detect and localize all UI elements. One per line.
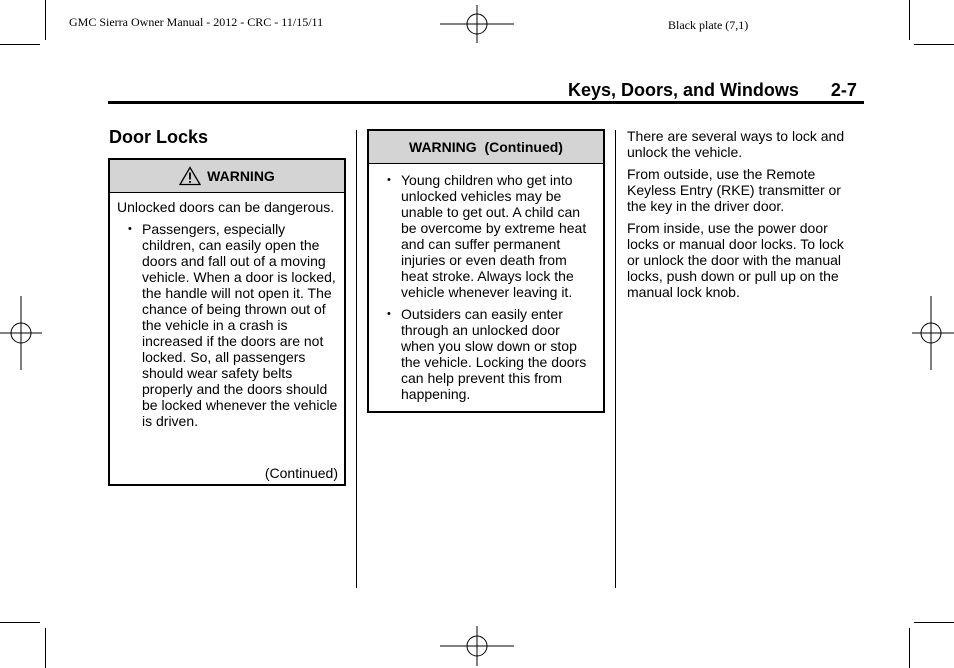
registration-mark-right — [910, 296, 954, 370]
bullet-text: Outsiders can easily enter through an unlocked door when you slow down or stop the vehicle. Locking the doors can help prevent this from happening. — [401, 306, 587, 402]
printer-slug-left: GMC Sierra Owner Manual - 2012 - CRC - 11/15/11 — [69, 15, 324, 29]
page-number: 2-7 — [830, 80, 857, 100]
registration-mark-top — [440, 5, 514, 43]
body-paragraph: From outside, use the Remote Keyless Entry (RKE) transmitter or the key in the driver door. — [627, 166, 841, 214]
body-text-column — [627, 128, 859, 300]
warning-continued-box — [367, 129, 605, 413]
bullet-text: Young children who get into unlocked vehicles may be unable to get out. A child can be overcome by extreme heat and can suffer permanent injuries or even death from heat stroke. Always lock the vehicle whenever leaving it. — [401, 172, 587, 300]
printer-slug-right: Black plate (7,1) — [668, 18, 749, 32]
warning-intro: Unlocked doors can be dangerous. — [117, 199, 335, 215]
column-divider-1 — [356, 130, 357, 588]
warning-bullet — [376, 172, 597, 300]
warning-continued-label: WARNING (Continued) — [409, 139, 563, 155]
warning-continued-body — [369, 164, 603, 402]
bullet-marker: • — [387, 174, 391, 186]
body-paragraph: There are several ways to lock and unlock the vehicle. — [627, 128, 845, 160]
warning-box — [108, 158, 346, 486]
header-rule — [108, 101, 864, 104]
body-paragraph: From inside, use the power door locks or manual door locks. To lock or unlock the door with the manual locks, push down or pull up on the manual lock knob. — [627, 220, 844, 300]
bullet-marker: • — [128, 223, 132, 235]
column-divider-2 — [615, 130, 616, 588]
bullet-marker: • — [387, 308, 391, 320]
page-title: Door Locks — [109, 127, 209, 147]
section-title: Keys, Doors, and Windows — [568, 80, 799, 100]
warning-continued-header — [369, 131, 603, 164]
warning-triangle-icon — [179, 166, 201, 186]
running-header — [568, 80, 857, 101]
bullet-text: Passengers, especially children, can easily open the doors and fall out of a moving vehicle. When a door is locked, the handle will not open it. The chance of being thrown out of the vehicle in a crash is increased if the doors are not locked. So, all passengers should wear safety belts properly and the doors should be locked whenever the vehicle is driven. — [142, 221, 338, 429]
warning-label: WARNING — [207, 168, 275, 184]
warning-bullet — [117, 221, 338, 429]
warning-header — [110, 160, 344, 193]
registration-mark-bottom — [440, 626, 514, 666]
continued-label: (Continued) — [264, 465, 338, 481]
warning-bullet — [376, 306, 597, 402]
registration-mark-left — [0, 296, 42, 370]
warning-body — [110, 193, 344, 429]
